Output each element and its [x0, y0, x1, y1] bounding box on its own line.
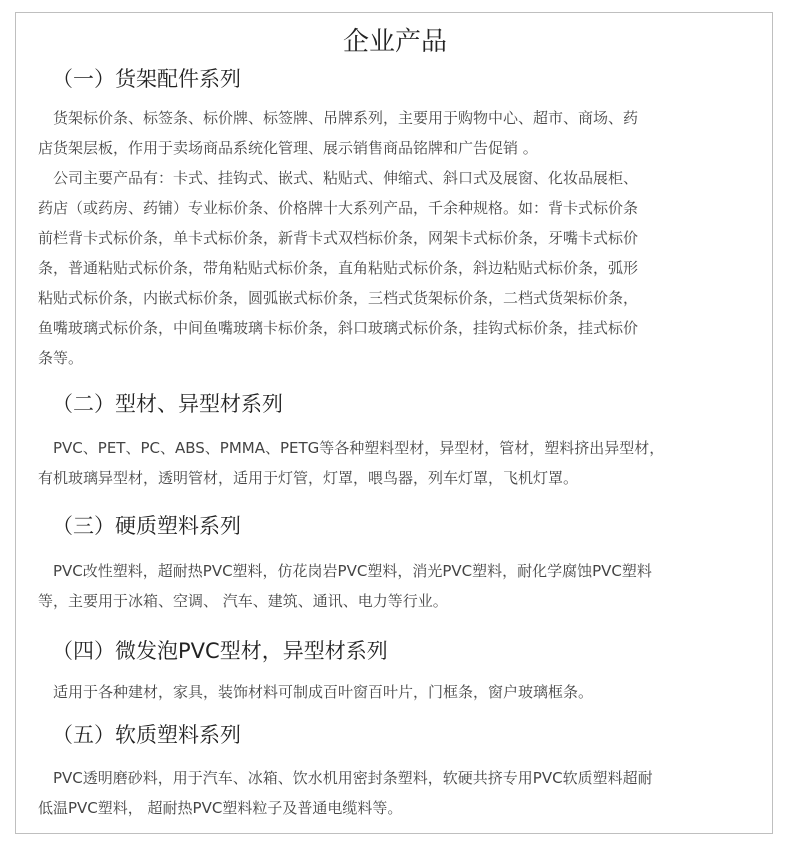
section-paragraph	[38, 103, 768, 163]
paragraph-line: 条，普通粘贴式标价条，带角粘贴式标价条，直角粘贴式标价条，斜边粘贴式标价条，弧形	[38, 259, 639, 277]
paragraph-line: 前栏背卡式标价条，单卡式标价条，新背卡式双档标价条，网架卡式标价条，牙嘴卡式标价	[38, 229, 639, 247]
paragraph-line: 适用于各种建材，家具，装饰材料可制成百叶窗百叶片，门框条，窗户玻璃框条。	[38, 683, 594, 701]
section-paragraph	[38, 556, 768, 616]
section-paragraph	[38, 763, 768, 823]
page-title: 企业产品	[342, 27, 447, 57]
paragraph-line: 有机玻璃异型材，透明管材，适用于灯管，灯罩，喂鸟器，列车灯罩，飞机灯罩。	[38, 469, 579, 487]
paragraph-line: PVC改性塑料，超耐热PVC塑料，仿花岗岩PVC塑料，消光PVC塑料，耐化学腐蚀PVC塑料	[38, 562, 652, 580]
paragraph-line: 条等。	[38, 349, 84, 367]
section-paragraph	[38, 433, 768, 493]
section-heading-soft-plastics: （五）软质塑料系列	[52, 723, 241, 747]
section-heading-foam-pvc: （四）微发泡PVC型材，异型材系列	[52, 639, 388, 663]
paragraph-line: 鱼嘴玻璃式标价条，中间鱼嘴玻璃卡标价条，斜口玻璃式标价条，挂钩式标价条，挂式标价	[38, 319, 639, 337]
paragraph-line: 公司主要产品有：卡式、挂钩式、嵌式、粘贴式、伸缩式、斜口式及展窗、化妆品展柜、	[38, 169, 639, 187]
paragraph-line: 等，主要用于冰箱、空调、 汽车、建筑、通讯、电力等行业。	[38, 592, 448, 610]
paragraph-line: 药店（或药房、药铺）专业标价条、价格牌十大系列产品，千余种规格。如：背卡式标价条	[38, 199, 639, 217]
section-paragraph	[38, 163, 768, 373]
paragraph-line: PVC透明磨砂料，用于汽车、冰箱、饮水机用密封条塑料，软硬共挤专用PVC软质塑料超耐	[38, 769, 653, 787]
paragraph-line: 店货架层板，作用于卖场商品系统化管理、展示销售商品铭牌和广告促销 。	[38, 139, 538, 157]
paragraph-line: 粘贴式标价条，内嵌式标价条，圆弧嵌式标价条，三档式货架标价条，二档式货架标价条，	[38, 289, 639, 307]
paragraph-line: PVC、PET、PC、ABS、PMMA、PETG等各种塑料型材，异型材，管材，塑料挤出异型材，	[38, 439, 665, 457]
section-heading-shelf-accessories: （一）货架配件系列	[52, 67, 241, 91]
section-heading-profiles: （二）型材、异型材系列	[52, 392, 283, 416]
paragraph-line: 低温PVC塑料， 超耐热PVC塑料粒子及普通电缆料等。	[38, 799, 403, 817]
section-heading-rigid-plastics: （三）硬质塑料系列	[52, 514, 241, 538]
paragraph-line: 货架标价条、标签条、标价牌、标签牌、吊牌系列，主要用于购物中心、超市、商场、药	[38, 109, 639, 127]
section-paragraph	[38, 677, 768, 707]
